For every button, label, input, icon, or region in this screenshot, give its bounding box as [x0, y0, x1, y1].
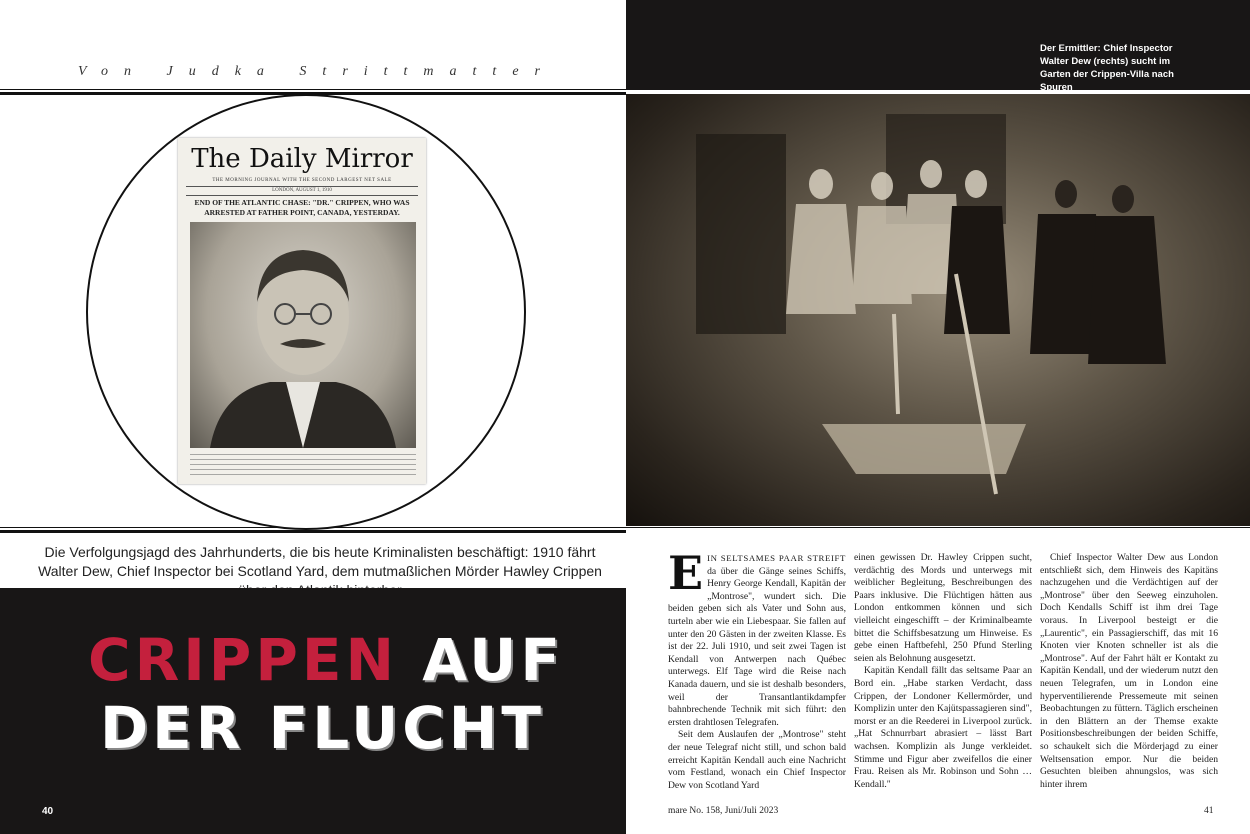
article-title-line2: DER FLUCHT — [100, 694, 545, 762]
garden-search-photo — [626, 94, 1250, 526]
article-column-1 — [668, 546, 846, 792]
title-word-auf: AUF — [422, 626, 565, 694]
issue-footer: mare No. 158, Juni/Juli 2023 — [668, 806, 779, 816]
photo-caption: Der Ermittler: Chief Inspector Walter Dew (rechts) sucht im Garten der Crippen-Villa nach Spuren — [1040, 43, 1174, 93]
page-number-right: 41 — [1204, 806, 1214, 816]
col1-paragraph-1: da über die Gänge seines Schiffs, Henry George Kendall, Kapitän der „Montrose", wundert sich. Die beiden geben sich als Vater und Sohn aus, turteln aber wie ein Liebespaar. Sie fallen auf unter den 20 Gästen in der zweiten Klasse. Es ist der 22. Juli 1910, und seit zwei Tagen ist Kendall von Antwerpen nach Québec unterwegs. Elf Tage wird die Reise nach Kanada dauern, und sie ist deshalb besonders, weil der Transantlantikdampfer bahnbrechende Technik mit sich führt: den ersten drahtlosen Telegrafen. — [668, 565, 846, 728]
col2-paragraph-2: Kapitän Kendall fällt das seltsame Paar an Bord ein. „Habe starken Verdacht, dass Crippen, der Londoner Kellermörder, und Komplizin unter den Kajütspassagieren sind", morst er an die Reederei in Liverpool zurück. „Hat Schnurrbart abrasiert – lässt Bart wachsen. Komplizin als Junge verkleidet. Stimme und Figur aber zweifellos die einer Frau. Reisen als Mr. Robinson und Sohn … Kendall." — [854, 665, 1032, 790]
portrait-figure — [190, 222, 416, 448]
newspaper-front-page — [178, 138, 426, 484]
photo-figures — [626, 94, 1250, 526]
col3-paragraph-1: Chief Inspector Walter Dew aus London entschließt sich, dem Hinweis des Kapitäns nachzugehen und die Verdächtigen auf der „Montrose" über den Seeweg einzuholen. Doch Kendalls Schiff ist ihm drei Tage voraus. In Liverpool besteigt er die „Laurentic", ein Passagierschiff, das mit 16 Knoten vier Knoten schneller ist als die „Montrose". Auf der Fahrt hält er Kontakt zu Kapitän Kendall, und der wiederum nutzt den neuen Telegrafen, um in London eine hyperventilierende Pressemeute mit seinen Beobachtungen zu füttern. Täglich erscheinen in den Blättern an der Themse exakte Positionsbeschreibungen der beiden Schiffe, so schaukelt sich die Mörderjagd zu einer Weltsensation empor. Nur die beiden Gesuchten bleiben ahnungslos, was sich hinter ihrem — [1040, 552, 1218, 790]
crippen-portrait-photo — [190, 222, 416, 448]
newspaper-headline: END OF THE ATLANTIC CHASE: "DR." CRIPPEN, WHO WAS ARRESTED AT FATHER POINT, CANADA, YESTERDAY. — [194, 198, 410, 217]
bottom-rule-thick — [0, 530, 626, 533]
newspaper-subtitle: THE MORNING JOURNAL WITH THE SECOND LARGEST NET SALE — [212, 178, 392, 183]
author-byline: Von Judka Strittmatter — [78, 64, 556, 79]
newspaper-dateline: LONDON, AUGUST 1, 1910 — [186, 186, 418, 196]
title-word-crippen: CRIPPEN — [88, 626, 398, 694]
article-deck: Die Verfolgungsjagd des Jahrhunderts, die bis heute Kriminalisten beschäftigt: 1910 fährt Walter Dew, Chief Inspector bei Scotland Yard, dem mutmaßlichen Mörder Hawley Crippen — [38, 544, 602, 579]
article-column-3 — [1040, 552, 1218, 791]
article-title-line1 — [88, 626, 564, 694]
newspaper-masthead: The Daily Mirror — [191, 144, 413, 174]
col1-paragraph-2: Seit dem Auslaufen der „Montrose" steht der neue Telegraf nicht still, und schon bald erreicht Kapitän Kendall auch eine Nachricht vom Festland, wonach ein Chief Inspector Dew von Scotland Yard — [668, 729, 846, 791]
page-number-left: 40 — [42, 806, 54, 817]
drop-cap: E — [668, 546, 704, 600]
col2-paragraph-1: einen gewissen Dr. Hawley Crippen sucht, verdächtig des Mords und unterwegs mit weiblicher Begleitung, Beschreibungen des Paars inklusive. Die Flüchtigen hätten aus London entkommen können und sich vielleicht eingeschifft – der Kriminalbeamte bittet die Schiffsbesatzung um Hinweise. Es gebe einen Haftbefehl, 250 Pfund Sterling seien als Belohnung ausgesetzt. — [854, 552, 1032, 664]
newspaper-caption-text — [190, 454, 416, 478]
article-column-2 — [854, 552, 1032, 791]
lead-smallcaps: IN SELTSAMES PAAR STREIFT — [707, 553, 846, 563]
bottom-rule — [0, 527, 1250, 528]
